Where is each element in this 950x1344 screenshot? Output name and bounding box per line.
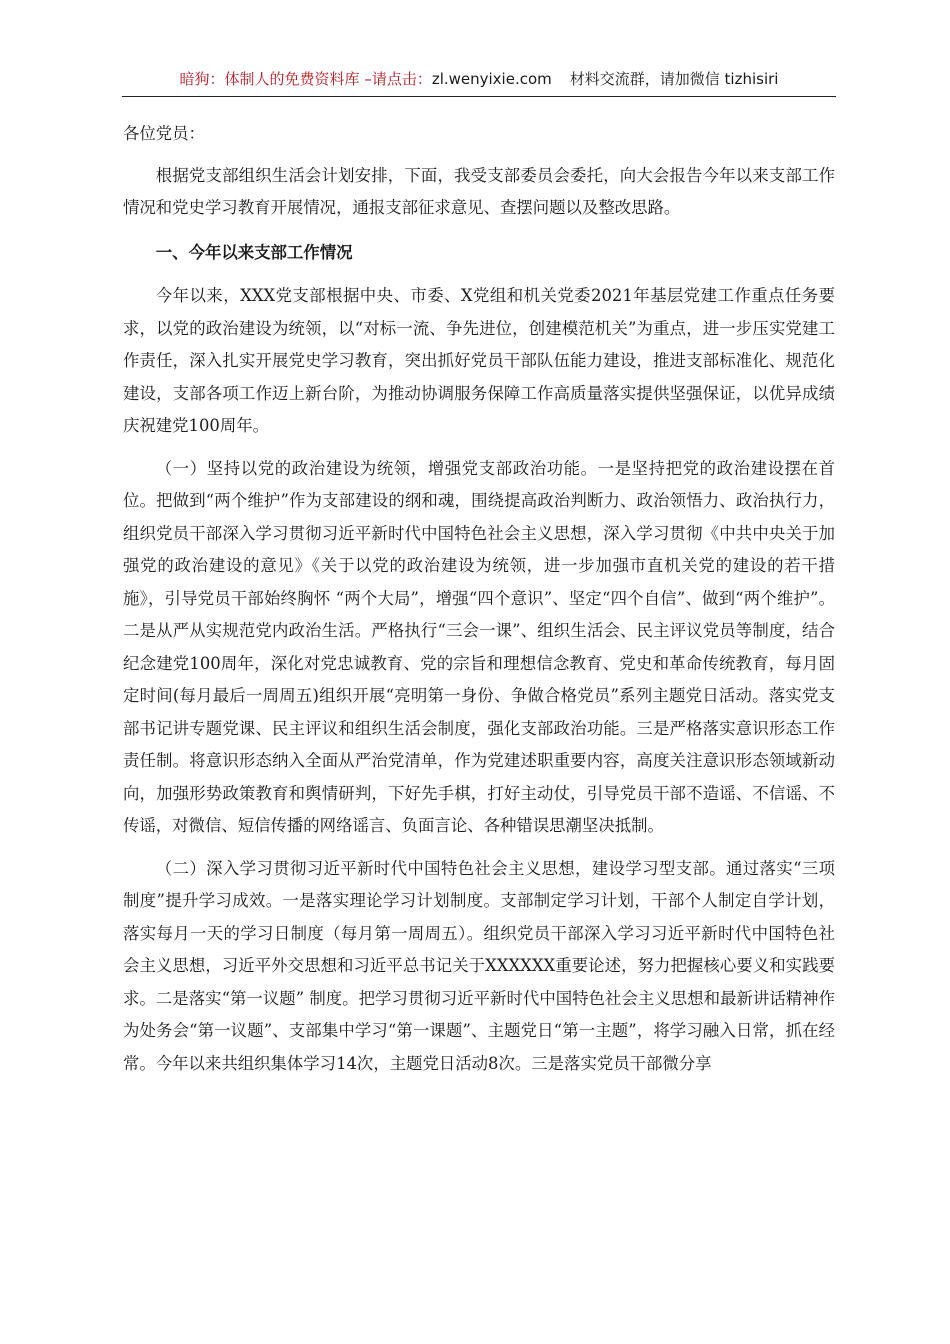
page-header	[122, 66, 836, 97]
document-body	[123, 118, 835, 1080]
subsection-2-paragraph: （二）深入学习贯彻习近平新时代中国特色社会主义思想，建设学习型支部。通过落实“三项制度”提升学习成效。一是落实理论学习计划制度。支部制定学习计划，干部个人制定自学计划，落实每月一天的学习日制度（每月第一周周五）。组织党员干部深入学习习近平新时代中国特色社会主义思想，习近平外交思想和习近平总书记关于XXXXXX重要论述，努力把握核心要义和实践要求。二是落实“第一议题” 制度。把学习贯彻习近平新时代中国特色社会主义思想和最新讲话精神作为处务会“第一议题”、支部集中学习“第一课题”、主题党日“第一主题”，将学习融入日常，抓在经常。今年以来共组织集体学习14次，主题党日活动8次。三是落实党员干部微分享	[123, 858, 835, 1073]
intro-paragraph: 根据党支部组织生活会计划安排，下面，我受支部委员会委托，向大会报告今年以来支部工作情况和党史学习教育开展情况，通报支部征求意见、查摆问题以及整改思路。	[123, 165, 835, 217]
section-1-paragraph: 今年以来，XXX党支部根据中央、市委、X党组和机关党委2021年基层党建工作重点任务要求，以党的政治建设为统领，以“对标一流、争先进位，创建模范机关”为重点，进一步压实党建工作责任，深入扎实开展党史学习教育，突出抓好党员干部队伍能力建设，推进支部标准化、规范化建设，支部各项工作迈上新台阶，为推动协调服务保障工作高质量落实提供坚强保证，以优异成绩庆祝建党100周年。	[123, 286, 835, 435]
subsection-1-paragraph: （一）坚持以党的政治建设为统领，增强党支部政治功能。一是坚持把党的政治建设摆在首位。把做到“两个维护”作为支部建设的纲和魂，围绕提高政治判断力、政治领悟力、政治执行力，组织党员干部深入学习贯彻习近平新时代中国特色社会主义思想，深入学习贯彻《中共中央关于加强党的政治建设的意见》《关于以党的政治建设为统领，进一步加强市直机关党的建设的若干措施》，引导党员干部始终胸怀 “两个大局”，增强“四个意识”、坚定“四个自信”、做到“两个维护”。二是从严从实规范党内政治生活。严格执行“三会一课”、组织生活会、民主评议党员等制度，结合纪念建党100周年，深化对党忠诚教育、党的宗旨和理想信念教育、党史和革命传统教育，每月固定时间(每月最后一周周五)组织开展“亮明第一身份、争做合格党员”系列主题党日活动。落实党支部书记讲专题党课、民主评议和组织生活会制度，强化支部政治功能。三是严格落实意识形态工作责任制。将意识形态纳入全面从严治党清单，作为党建述职重要内容，高度关注意识形态领域新动向，加强形势政策教育和舆情研判，下好先手棋，打好主动仗，引导党员干部不造谣、不信谣、不传谣，对微信、短信传播的网络谣言、负面言论、各种错误思潮坚决抵制。	[123, 458, 835, 835]
header-wechat-note: 材料交流群，请加微信 tizhisiri	[569, 70, 779, 88]
greeting: 各位党员：	[123, 124, 205, 143]
section-1-heading: 一、今年以来支部工作情况	[155, 242, 353, 262]
header-url-link[interactable]: zl.wenyixie.com	[431, 70, 552, 88]
header-site-name: 暗狗：体制人的免费资料库 –请点击：	[179, 70, 432, 88]
